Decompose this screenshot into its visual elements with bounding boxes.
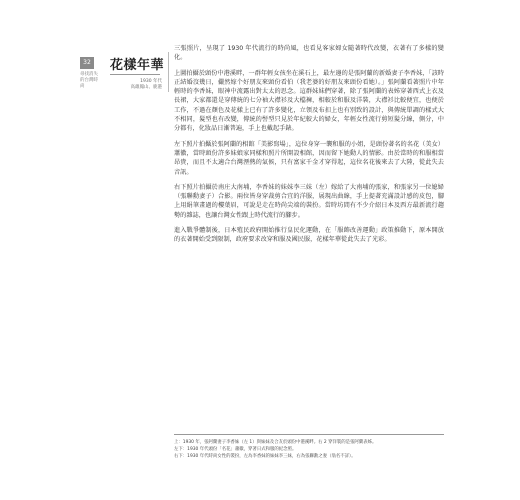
paragraph: 左下照片拍攝於張阿蘭的相館「美影寫場」，這位身穿一襲和服的小姐，是頭份著名的名花（美女）蕭徽，當時頭份許多妹娘家同樣和照片所開設相館，因而留下她動人的情影。由於當時的和服相當昂貴，而且不太適合台灣溼熱的氣候，只有富家千金才穿得起，這位名花後來去了大陸，從此失去音訊。 bbox=[174, 140, 444, 176]
paragraph: 上圖拍攝於頭份中港溪畔，一群年輕女孩坐在溪石上，最左邊的是張阿蘭的新婚妻子李香妹，「該時正結婚沒幾日，儼然嫁个好朋友來頭份看伯（我老婆的好朋友來頭份看她）。」張阿蘭看著照片中年輕時的李香妹，眼神中流露出對太太的思念。這群妹妹們穿著，除了張阿蘭的表姊穿著西式上衣及長裙，大家都還是穿傳統的七分袖大襟衫及大檔褲，相較於和服及洋裝，大襟衫比較便宜，也便於工作，不過在顏色及花樣上已有了許多變化，立領及布扣上也有別致的設計，與傳統單調的樣式大不相同，髮型也有改變，傳統的髻型只見於年紀較大的婦女，年輕女性流行剪短髮分線，側分，中分都有，化妝品日漸普遍，手上也戴起手錶。 bbox=[174, 69, 444, 133]
paragraph: 進入戰爭體制後，日本殖民政府開始推行皇民化運動，在「服飾改善運動」政策推動下，原本開放的衣著開始受到限制，政府要求改穿和服及國民服，花樣年華從此失去了光彩。 bbox=[174, 227, 444, 244]
caption: 上：1930 年，張阿蘭妻子李香妹（左 1）與妹妹及合友於頭份中港溪畔。右 2 穿洋裝的是張阿蘭表姊。 bbox=[174, 440, 377, 445]
page-number: 32 bbox=[80, 57, 94, 69]
page-subtitle: 1930 年代 高雄鳳山、鹿港 bbox=[130, 79, 162, 90]
header-divider bbox=[168, 52, 169, 92]
article-body bbox=[174, 44, 444, 251]
section-tag: 尋找消失的台灣時尚 bbox=[80, 72, 98, 89]
caption: 左下：1930 年代頭份「名花」蕭徽，穿著日式和服的紀念照。 bbox=[174, 447, 297, 452]
paragraph: 三張照片，呈現了 1930 年代流行的時尚風，也看見客家婦女隨著時代改變，衣著有了多樣的變化。 bbox=[174, 45, 444, 62]
paragraph: 右下照片拍攝於南庄大南埔，李香妹的妹妹李三妹（左）嫁給了大南埔的張家，和張家另一位媳婦（張聯勳妻子）合影。兩位皆身穿裁剪合宜的洋服，展現出曲線，手上提著充滿設計感的皮包，腳上用絹筆畫過的樓葉眉，可說是走在時尚尖端的裝扮。當時坊間有不少介紹日本及西方最新流行趨勢的雜誌，也讓台灣女性跟上時代流行的腳步。 bbox=[174, 183, 444, 219]
title-rule bbox=[110, 74, 160, 75]
photo-captions bbox=[174, 434, 444, 460]
page-title: 花樣年華 bbox=[110, 58, 165, 73]
caption: 右下：1930 年代時尚女性的裝扮，左為李香妹的妹妹李三妹，右為張聯勳之妻（翁名不詳）。 bbox=[174, 454, 356, 459]
